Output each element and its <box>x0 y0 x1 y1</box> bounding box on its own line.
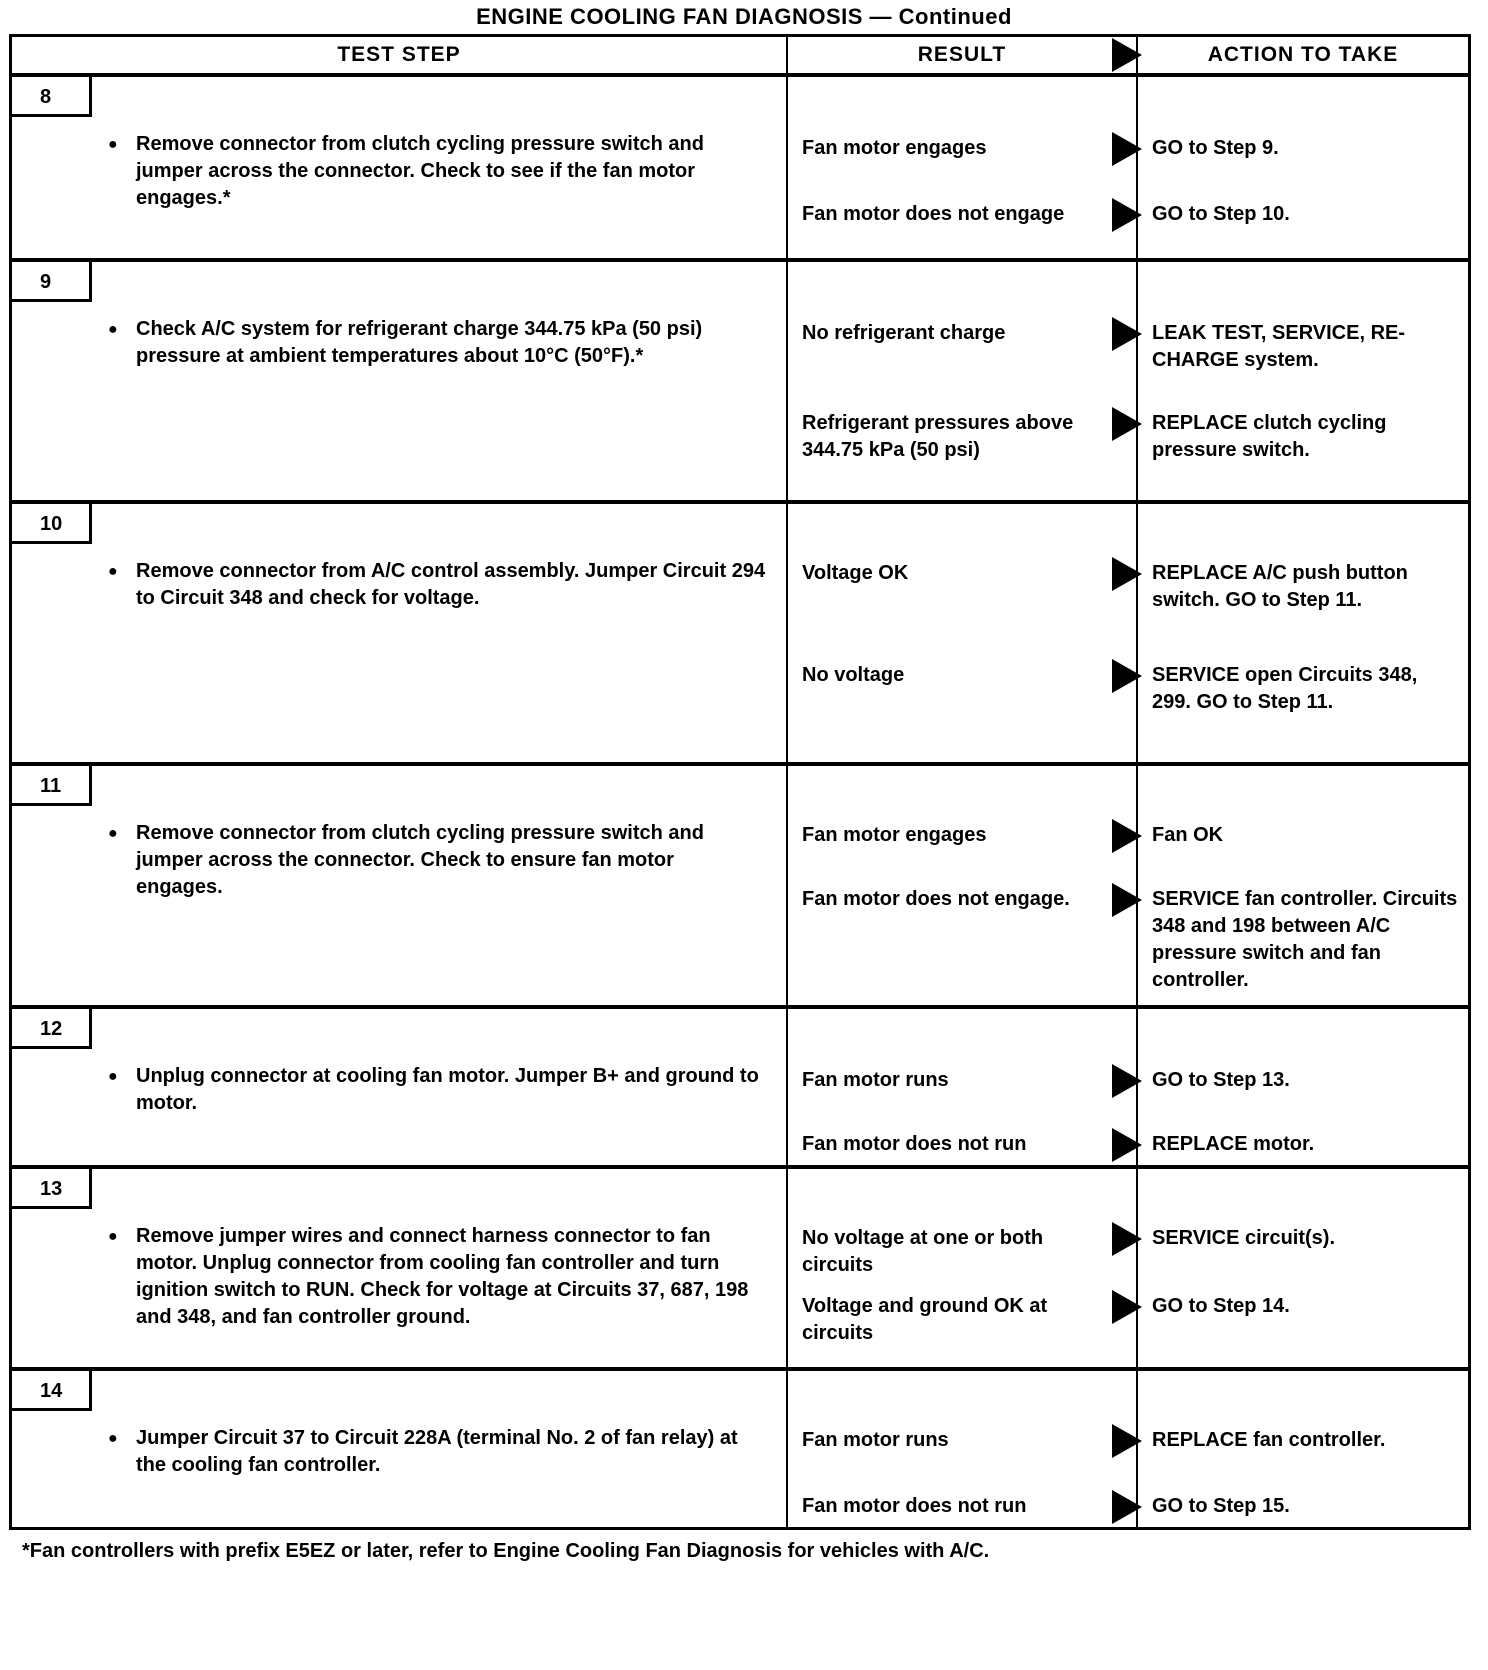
result-text: Fan motor runs <box>802 1069 949 1091</box>
result-cell <box>786 504 1136 762</box>
test-step-cell <box>12 262 786 500</box>
action-text: REPLACE A/C push button switch. GO to Step 11. <box>1152 562 1408 611</box>
action-cell <box>1136 262 1468 500</box>
header-result-label: RESULT <box>917 43 1007 66</box>
step-row-11 <box>12 766 1468 1009</box>
test-step-text: Remove jumper wires and connect harness connector to fan motor. Unplug connector from cooling fan controller and turn ignition switch to RUN. Check for voltage at Circuits 37, 687, 198 and 348, and fan controller ground. <box>136 1225 749 1328</box>
result-text: Refrigerant pressures above 344.75 kPa (50 psi) <box>802 412 1074 461</box>
test-step-text: Remove connector from A/C control assembly. Jumper Circuit 294 to Circuit 348 and check for voltage. <box>136 560 766 609</box>
result-cell <box>786 766 1136 1005</box>
result-text: No refrigerant charge <box>802 322 1006 344</box>
action-text: SERVICE fan controller. Circuits 348 and 198 between A/C pressure switch and fan controller. <box>1152 888 1458 991</box>
test-step-cell <box>12 1169 786 1367</box>
step-row-8 <box>12 77 1468 262</box>
bullet-icon: ● <box>108 1068 118 1085</box>
step-row-14 <box>12 1371 1468 1527</box>
action-text: LEAK TEST, SERVICE, RE-CHARGE system. <box>1152 322 1406 371</box>
action-text: GO to Step 13. <box>1152 1069 1290 1091</box>
test-step-text: Check A/C system for refrigerant charge 344.75 kPa (50 psi) pressure at ambient temperatures about 10°C (50°F).* <box>136 318 703 367</box>
action-cell <box>1136 766 1468 1005</box>
result-text: Fan motor runs <box>802 1429 949 1451</box>
result-text: Fan motor does not engage <box>802 203 1065 225</box>
result-cell <box>786 1371 1136 1527</box>
step-row-10 <box>12 504 1468 766</box>
step-number: 10 <box>12 504 92 544</box>
bullet-icon: ● <box>108 1430 118 1447</box>
action-text: GO to Step 15. <box>1152 1495 1290 1517</box>
step-row-9 <box>12 262 1468 504</box>
result-text: Fan motor does not run <box>802 1133 1027 1155</box>
result-cell <box>786 1009 1136 1165</box>
action-cell <box>1136 1169 1468 1367</box>
diagnosis-table <box>9 34 1471 1530</box>
result-text: Fan motor engages <box>802 137 987 159</box>
step-number: 8 <box>12 77 92 117</box>
test-step-text: Remove connector from clutch cycling pressure switch and jumper across the connector. Check to ensure fan motor engages. <box>136 822 704 898</box>
test-step-text: Jumper Circuit 37 to Circuit 228A (terminal No. 2 of fan relay) at the cooling fan controller. <box>136 1427 738 1476</box>
result-text: Voltage and ground OK at circuits <box>802 1295 1048 1344</box>
bullet-icon: ● <box>108 563 118 580</box>
header-result <box>786 37 1136 73</box>
test-step-cell <box>12 504 786 762</box>
action-text: REPLACE fan controller. <box>1152 1429 1386 1451</box>
action-text: GO to Step 9. <box>1152 137 1279 159</box>
action-text: GO to Step 14. <box>1152 1295 1290 1317</box>
action-text: GO to Step 10. <box>1152 203 1290 225</box>
result-text: Voltage OK <box>802 562 909 584</box>
result-text: No voltage <box>802 664 905 686</box>
step-number: 14 <box>12 1371 92 1411</box>
test-step-cell <box>12 766 786 1005</box>
step-row-12 <box>12 1009 1468 1169</box>
action-cell <box>1136 1371 1468 1527</box>
bullet-icon: ● <box>108 825 118 842</box>
test-step-cell <box>12 77 786 258</box>
result-text: Fan motor does not run <box>802 1495 1027 1517</box>
bullet-icon: ● <box>108 321 118 338</box>
page-title: ENGINE COOLING FAN DIAGNOSIS — Continued <box>476 4 1012 29</box>
action-text: Fan OK <box>1152 824 1224 846</box>
result-text: Fan motor does not engage. <box>802 888 1070 910</box>
header-test-step: TEST STEP <box>337 43 461 66</box>
step-row-13 <box>12 1169 1468 1371</box>
result-cell <box>786 262 1136 500</box>
result-cell <box>786 77 1136 258</box>
step-number: 12 <box>12 1009 92 1049</box>
table-header <box>12 37 1468 77</box>
bullet-icon: ● <box>108 1228 118 1245</box>
test-step-text: Remove connector from clutch cycling pressure switch and jumper across the connector. Check to see if the fan motor engages.* <box>136 133 704 209</box>
action-text: SERVICE open Circuits 348, 299. GO to Step 11. <box>1152 664 1418 713</box>
footnote: *Fan controllers with prefix E5EZ or later, refer to Engine Cooling Fan Diagnosis for vehicles with A/C. <box>22 1540 990 1562</box>
action-text: REPLACE motor. <box>1152 1133 1315 1155</box>
action-text: SERVICE circuit(s). <box>1152 1227 1336 1249</box>
result-cell <box>786 1169 1136 1367</box>
header-action: ACTION TO TAKE <box>1136 37 1468 73</box>
action-cell <box>1136 1009 1468 1165</box>
test-step-cell <box>12 1009 786 1165</box>
result-text: No voltage at one or both circuits <box>802 1227 1044 1276</box>
action-text: REPLACE clutch cycling pressure switch. <box>1152 412 1387 461</box>
bullet-icon: ● <box>108 136 118 153</box>
arrow-icon <box>1112 38 1142 72</box>
test-step-text: Unplug connector at cooling fan motor. Jumper B+ and ground to motor. <box>136 1065 759 1114</box>
step-number: 13 <box>12 1169 92 1209</box>
test-step-cell <box>12 1371 786 1527</box>
action-cell <box>1136 77 1468 258</box>
step-number: 9 <box>12 262 92 302</box>
step-number: 11 <box>12 766 92 806</box>
action-cell <box>1136 504 1468 762</box>
result-text: Fan motor engages <box>802 824 987 846</box>
